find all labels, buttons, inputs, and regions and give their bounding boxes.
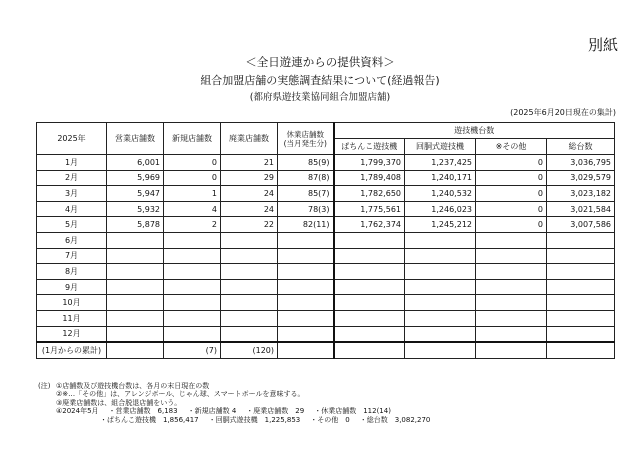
as-of-date: (2025年6月20日現在の集計) [510, 108, 616, 117]
cell-total [547, 342, 615, 358]
cell-slot: 1,237,425 [405, 155, 476, 171]
cell-slot [405, 310, 476, 326]
cell-month: 6月 [37, 232, 107, 248]
cell-suspended-stores [278, 295, 334, 311]
header-pachinko: ぱちんこ遊技機 [334, 139, 405, 155]
cell-total: 3,023,182 [547, 186, 615, 202]
note-4-stores: ・営業店舗数 6,183 [108, 407, 178, 416]
cell-month: 4月 [37, 201, 107, 217]
cell-slot [405, 232, 476, 248]
header-suspended-line2: (当月発生分) [283, 138, 327, 148]
cell-new-stores [164, 295, 221, 311]
cell-closed-stores [221, 279, 278, 295]
header-slot: 回胴式遊技機 [405, 139, 476, 155]
cell-suspended-stores [278, 326, 334, 342]
cell-month: 10月 [37, 295, 107, 311]
header-stores: 営業店舗数 [107, 123, 164, 155]
cell-closed-stores [221, 264, 278, 280]
note-5 [38, 416, 430, 424]
cell-month: 3月 [37, 186, 107, 202]
table-row [37, 264, 615, 280]
cell-other: 0 [476, 186, 547, 202]
store-survey-table [36, 122, 615, 359]
cell-month: 9月 [37, 279, 107, 295]
cell-stores [107, 279, 164, 295]
cell-other [476, 248, 547, 264]
notes-label: (注) [38, 382, 51, 390]
table-row [37, 232, 615, 248]
cell-month: 1月 [37, 155, 107, 171]
note-3: ③廃業店舗数は、組合脱退店舗をいう。 [56, 398, 182, 407]
cell-suspended-stores [278, 279, 334, 295]
note-1: ①店舗数及び遊技機台数は、各月の末日現在の数 [56, 382, 210, 390]
cell-pachinko: 1,762,374 [334, 217, 405, 233]
document-title: ＜全日遊連からの提供資料＞ [245, 55, 395, 69]
cell-suspended-stores: 87(8) [278, 170, 334, 186]
cell-other [476, 326, 547, 342]
table-row [37, 248, 615, 264]
cell-slot: 1,240,532 [405, 186, 476, 202]
note-4-prefix: ④2024年5月 [56, 407, 99, 416]
cell-slot: 1,240,171 [405, 170, 476, 186]
note-4-new: ・新規店舗数 4 [187, 407, 237, 416]
header-suspended-line1: 休業店舗数 [286, 129, 324, 139]
cell-new-stores [164, 248, 221, 264]
cell-slot: 1,245,212 [405, 217, 476, 233]
cell-closed-stores: 24 [221, 186, 278, 202]
cell-month: 8月 [37, 264, 107, 280]
cell-stores [107, 248, 164, 264]
cell-slot [405, 248, 476, 264]
cell-total [547, 264, 615, 280]
cell-pachinko: 1,799,370 [334, 155, 405, 171]
cell-suspended-stores [278, 310, 334, 326]
cell-other [476, 264, 547, 280]
cell-month: 12月 [37, 326, 107, 342]
cell-pachinko [334, 310, 405, 326]
header-closed-stores: 廃業店舗数 [221, 123, 278, 155]
cell-slot [405, 295, 476, 311]
cell-pachinko: 1,789,408 [334, 170, 405, 186]
table-row [37, 217, 615, 233]
cell-pachinko [334, 248, 405, 264]
cell-total: 3,036,795 [547, 155, 615, 171]
note-5-other: ・その他 0 [310, 415, 350, 424]
cell-other [476, 295, 547, 311]
header-suspended-stores [278, 123, 334, 155]
cell-new-stores [164, 232, 221, 248]
cell-slot [405, 264, 476, 280]
cell-total [547, 326, 615, 342]
cell-stores [107, 232, 164, 248]
cell-stores: 5,947 [107, 186, 164, 202]
cell-closed-stores: (120) [221, 342, 278, 358]
cell-month: 5月 [37, 217, 107, 233]
cell-slot [405, 326, 476, 342]
cell-suspended-stores [278, 264, 334, 280]
cell-suspended-stores [278, 232, 334, 248]
cell-closed-stores [221, 310, 278, 326]
note-5-total: ・総台数 3,082,270 [359, 415, 431, 424]
cell-total: 3,007,586 [547, 217, 615, 233]
cell-new-stores: 1 [164, 186, 221, 202]
cell-other: 0 [476, 217, 547, 233]
cell-pachinko: 1,782,650 [334, 186, 405, 202]
cell-closed-stores: 29 [221, 170, 278, 186]
table-row [37, 201, 615, 217]
table-row [37, 170, 615, 186]
attachment-label: 別紙 [587, 36, 618, 54]
header-machines-group: 遊技機台数 [334, 123, 615, 139]
cell-new-stores [164, 279, 221, 295]
note-5-slot: ・回胴式遊技機 1,225,853 [208, 415, 301, 424]
cell-suspended-stores: 85(9) [278, 155, 334, 171]
cell-other [476, 279, 547, 295]
cell-new-stores: 4 [164, 201, 221, 217]
cell-stores: 5,878 [107, 217, 164, 233]
note-2: ②※…「その他」は、アレンジボール、じゃん球、スマートボールを意味する。 [56, 390, 305, 399]
cell-new-stores: 0 [164, 170, 221, 186]
note-4 [38, 407, 430, 415]
cell-new-stores: 2 [164, 217, 221, 233]
cell-pachinko [334, 342, 405, 358]
cell-other [476, 342, 547, 358]
cell-pachinko [334, 295, 405, 311]
cell-stores: 6,001 [107, 155, 164, 171]
cell-total [547, 279, 615, 295]
cell-new-stores [164, 310, 221, 326]
cell-closed-stores: 22 [221, 217, 278, 233]
cell-pachinko: 1,775,561 [334, 201, 405, 217]
cell-pachinko [334, 326, 405, 342]
note-4-suspended: ・休業店舗数 112(14) [314, 407, 391, 416]
cell-pachinko [334, 264, 405, 280]
table-row [37, 326, 615, 342]
cell-suspended-stores: 82(11) [278, 217, 334, 233]
table-row [37, 186, 615, 202]
cell-stores [107, 342, 164, 358]
cell-other [476, 232, 547, 248]
cell-total [547, 295, 615, 311]
cell-closed-stores [221, 232, 278, 248]
cell-slot [405, 279, 476, 295]
cell-stores [107, 295, 164, 311]
cumulative-row [37, 342, 615, 358]
cell-total [547, 310, 615, 326]
cell-stores: 5,969 [107, 170, 164, 186]
cell-new-stores: (7) [164, 342, 221, 358]
table-row [37, 279, 615, 295]
cell-month: 11月 [37, 310, 107, 326]
cell-suspended-stores [278, 248, 334, 264]
header-total: 総台数 [547, 139, 615, 155]
document-subtitle: 組合加盟店舗の実態調査結果について(経過報告) [200, 74, 440, 87]
cell-total [547, 248, 615, 264]
document-subtitle-scope: (都府県遊技業協同組合加盟店舗) [249, 92, 391, 103]
cell-slot [405, 342, 476, 358]
header-new-stores: 新規店舗数 [164, 123, 221, 155]
cell-slot: 1,246,023 [405, 201, 476, 217]
cell-closed-stores [221, 295, 278, 311]
cell-new-stores: 0 [164, 155, 221, 171]
cell-other: 0 [476, 155, 547, 171]
cell-total [547, 232, 615, 248]
cell-stores [107, 326, 164, 342]
cell-suspended-stores [278, 342, 334, 358]
cell-suspended-stores: 78(3) [278, 201, 334, 217]
cell-pachinko [334, 279, 405, 295]
header-year: 2025年 [37, 123, 107, 155]
cell-stores: 5,932 [107, 201, 164, 217]
cell-closed-stores: 21 [221, 155, 278, 171]
cell-total: 3,029,579 [547, 170, 615, 186]
cell-closed-stores: 24 [221, 201, 278, 217]
cell-stores [107, 264, 164, 280]
cell-pachinko [334, 232, 405, 248]
note-5-pachinko: ・ぱちんこ遊技機 1,856,417 [100, 415, 199, 424]
cell-other: 0 [476, 170, 547, 186]
notes-section [38, 382, 430, 424]
cell-stores [107, 310, 164, 326]
table-row [37, 295, 615, 311]
cell-other [476, 310, 547, 326]
cell-month: (1月からの累計) [37, 342, 107, 358]
header-other: ※その他 [476, 139, 547, 155]
cell-closed-stores [221, 326, 278, 342]
cell-other: 0 [476, 201, 547, 217]
cell-month: 2月 [37, 170, 107, 186]
table-row [37, 310, 615, 326]
cell-new-stores [164, 326, 221, 342]
cell-new-stores [164, 264, 221, 280]
note-4-closed: ・廃業店舗数 29 [246, 407, 305, 416]
cell-closed-stores [221, 248, 278, 264]
cell-suspended-stores: 85(7) [278, 186, 334, 202]
cell-total: 3,021,584 [547, 201, 615, 217]
cell-month: 7月 [37, 248, 107, 264]
table-row [37, 155, 615, 171]
